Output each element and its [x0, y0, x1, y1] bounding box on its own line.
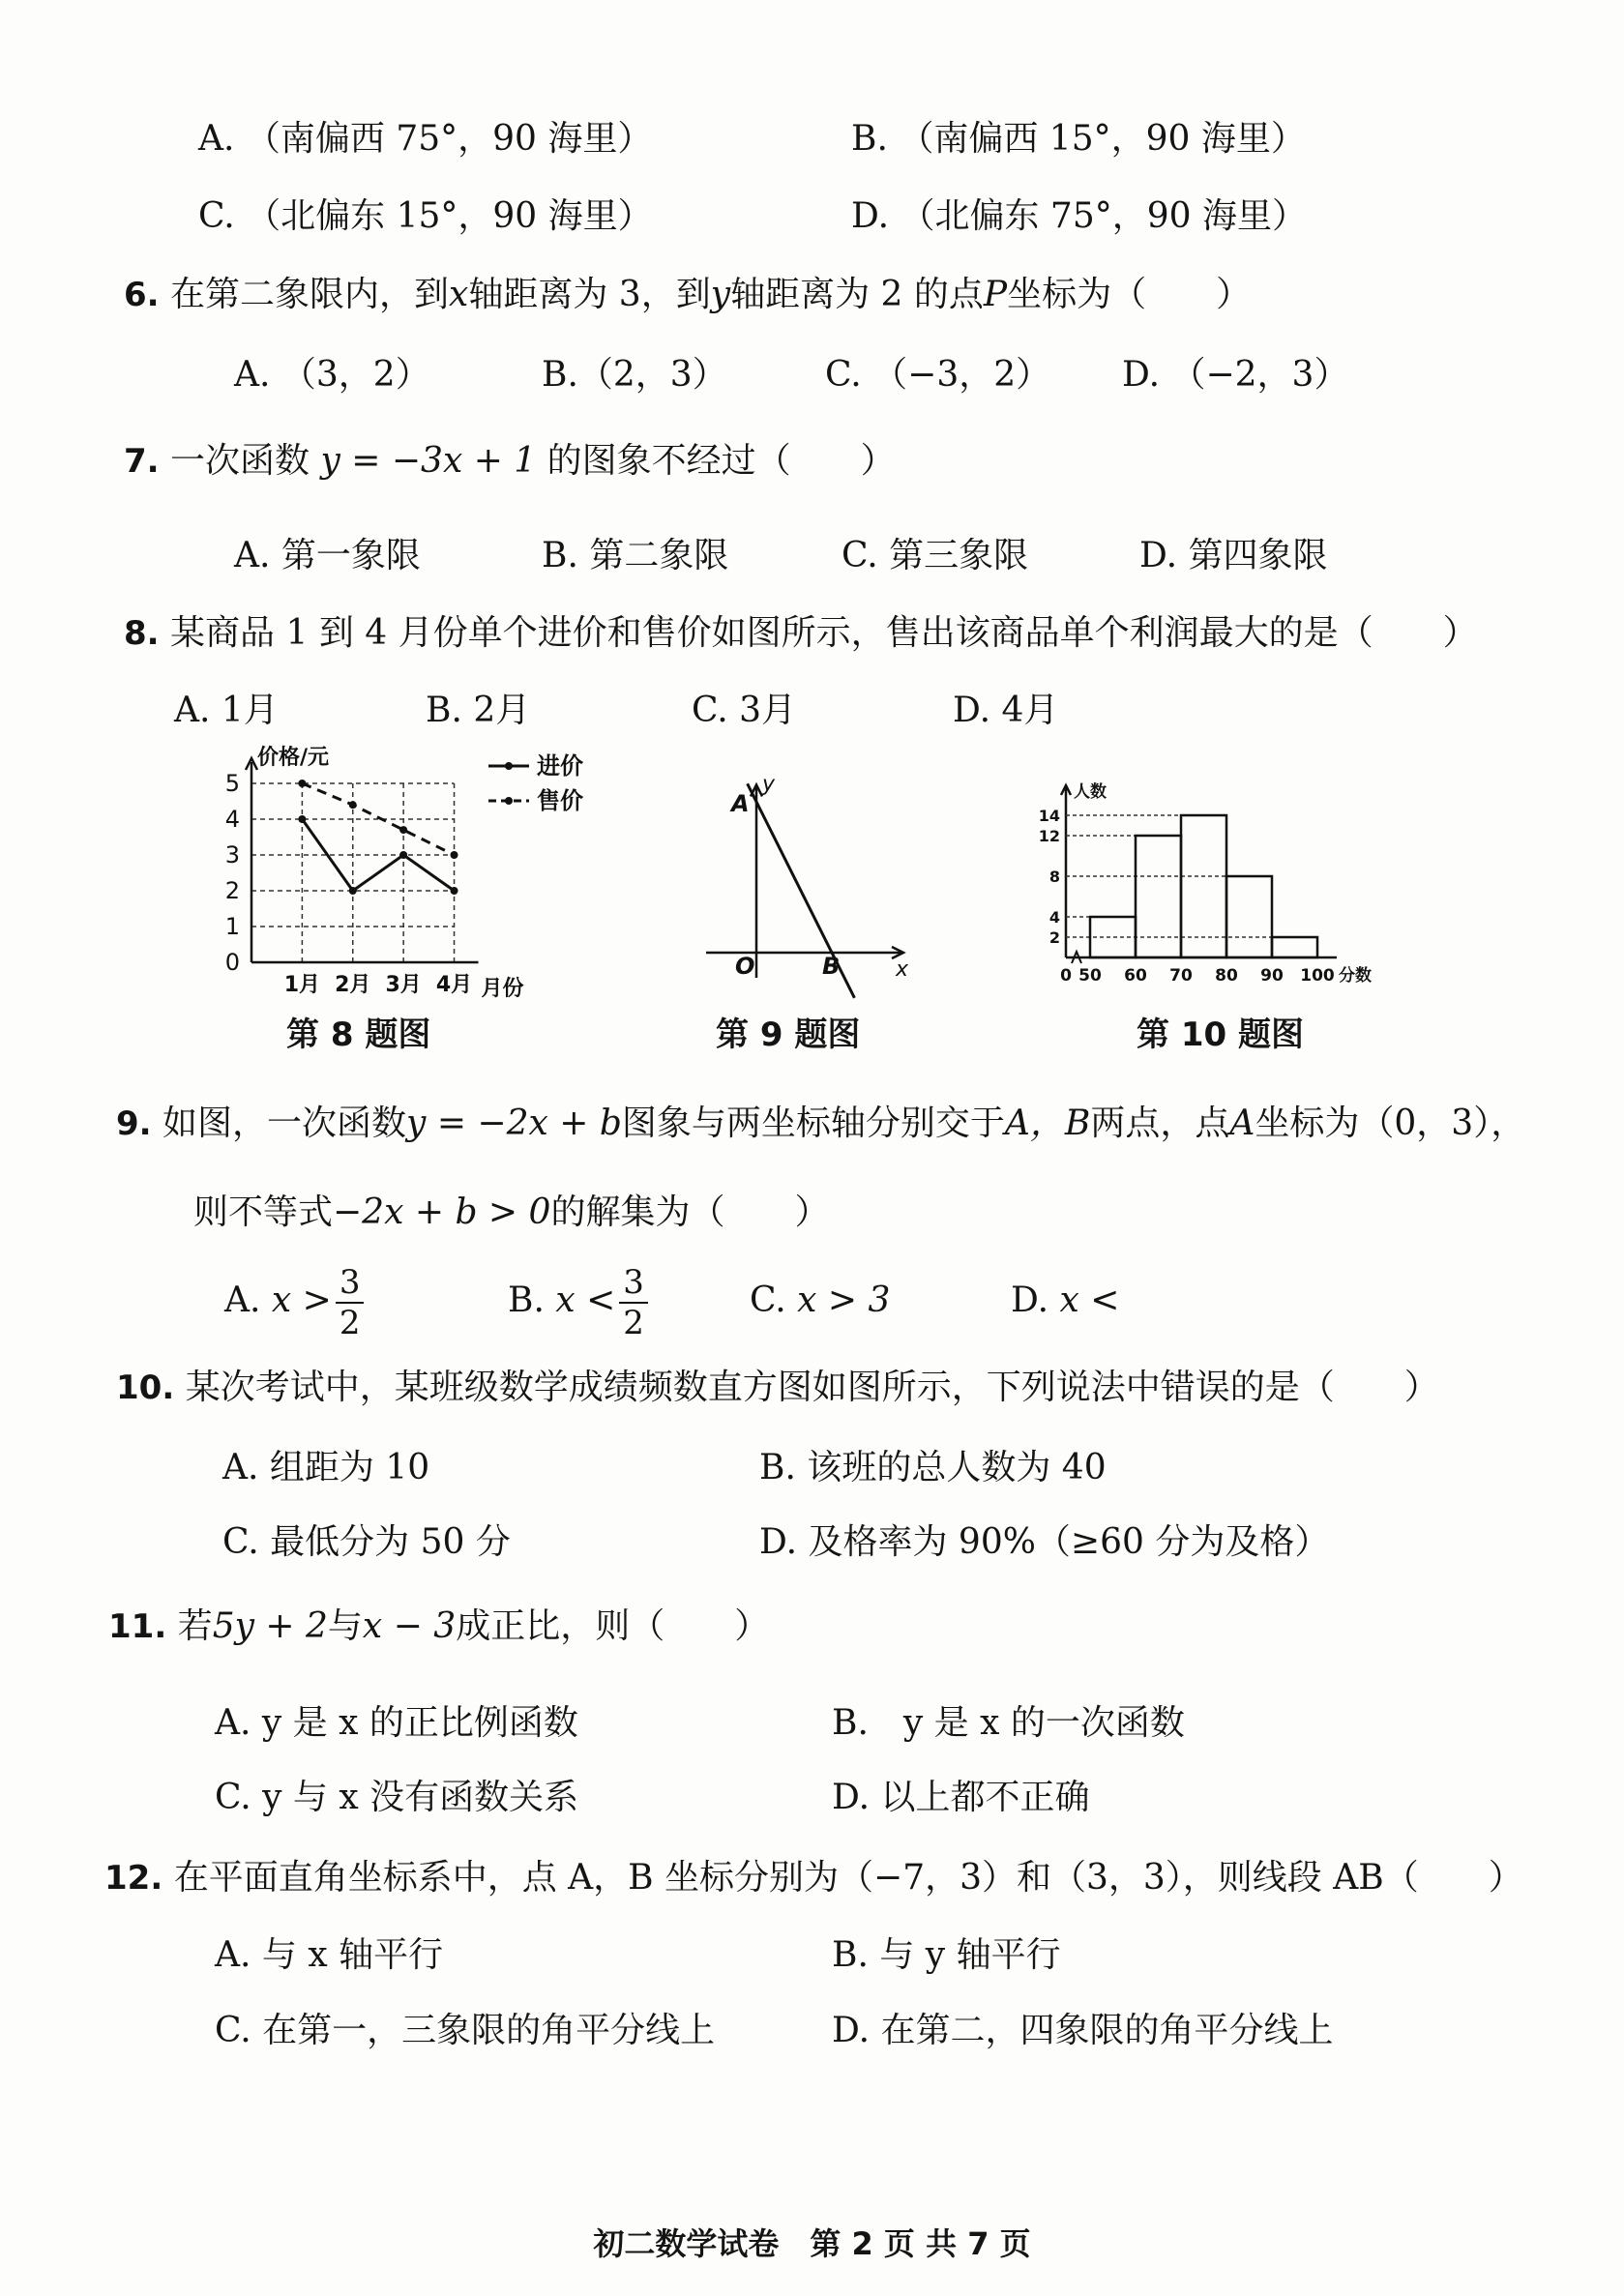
data-point [451, 887, 458, 895]
y-tick-label: 0 [224, 949, 240, 976]
y-axis-label: 人数 [1074, 782, 1107, 802]
data-point [298, 815, 306, 823]
y-tick-label: 5 [224, 770, 240, 797]
y-tick-label: 14 [1038, 807, 1060, 825]
q12-option-a: A. 与 x 轴平行 [215, 1935, 444, 1975]
q11-option-a: A. y 是 x 的正比例函数 [215, 1703, 578, 1743]
data-point [349, 801, 357, 809]
q5-option-a: A. （南偏西 75°，90 海里） [198, 119, 653, 159]
question-number: 6. [124, 276, 160, 314]
data-point [349, 887, 357, 895]
q8-option-c: C. 3月 [692, 691, 797, 730]
q5-option-c: C. （北偏东 15°，90 海里） [198, 196, 653, 236]
legend-label: 售价 [537, 787, 583, 814]
q12-option-c: C. 在第一，三象限的角平分线上 [215, 2011, 716, 2050]
q7-option-a: A. 第一象限 [234, 536, 421, 575]
data-point [451, 851, 458, 859]
origin-label: O [735, 953, 755, 980]
caption-q10: 第 10 题图 [1137, 1016, 1304, 1054]
x-tick-label: 3月 [385, 973, 422, 997]
x-tick-label: 50 [1078, 966, 1102, 986]
y-tick-label: 3 [224, 841, 240, 868]
q12-option-b: B. 与 y 轴平行 [832, 1935, 1061, 1975]
y-tick-label: 4 [224, 806, 240, 833]
x-tick-label: 60 [1124, 966, 1147, 986]
data-point [298, 780, 306, 787]
q6-option-b: B.（2，3） [542, 355, 727, 395]
question-7: 7. 一次函数 y = −3x + 1 的图象不经过（ ） [124, 441, 896, 481]
y-tick-label: 2 [224, 877, 240, 904]
legend-marker [505, 797, 513, 805]
fraction: $\frac{3}{2}$ [336, 1263, 365, 1342]
q7-option-d: D. 第四象限 [1139, 536, 1328, 575]
y-axis-label: y [762, 772, 776, 797]
y-tick-label: 4 [1048, 908, 1060, 927]
q9-option-c: C. x > 3 [750, 1280, 891, 1320]
histogram-bar [1181, 815, 1226, 957]
q6-option-c: C. （−3，2） [825, 355, 1051, 395]
x-axis-label: x [896, 957, 909, 982]
legend-marker [505, 762, 513, 770]
y-tick-label: 8 [1048, 868, 1060, 886]
caption-q9: 第 9 题图 [716, 1016, 861, 1054]
legend-label: 进价 [537, 752, 583, 780]
q8-option-b: B. 2月 [426, 691, 531, 730]
chart-q9 [698, 774, 921, 991]
x-tick-label: 4月 [435, 973, 473, 997]
x-axis-label: 月份 [481, 977, 524, 1001]
q8-option-d: D. 4月 [953, 691, 1059, 730]
q10-option-b: B. 该班的总人数为 40 [759, 1448, 1107, 1487]
q9-option-d: D. x < [1011, 1280, 1120, 1320]
question-9: 9. 如图，一次函数y = −2x + b图象与两坐标轴分别交于A，B两点，点A坐标为（0，3）， [116, 1104, 1526, 1143]
q11-option-c: C. y 与 x 没有函数关系 [215, 1778, 579, 1817]
histogram-bar [1226, 876, 1272, 957]
point-b-label: B [822, 953, 841, 980]
fraction: $\frac{3}{2}$ [619, 1263, 648, 1342]
q8-option-a: A. 1月 [174, 691, 279, 730]
caption-q8: 第 8 题图 [286, 1016, 431, 1054]
q10-option-d: D. 及格率为 90%（≥60 分为及格） [759, 1522, 1330, 1562]
q11-option-d: D. 以上都不正确 [832, 1778, 1090, 1817]
q7-option-c: C. 第三象限 [842, 536, 1029, 575]
x-tick-label: 80 [1215, 966, 1238, 986]
page-footer: 初二数学试卷 第 2 页 共 7 页 [593, 2225, 1031, 2262]
y-tick-label: 1 [224, 913, 240, 940]
question-6: 6. 在第二象限内，到x轴距离为 3，到y轴距离为 2 的点P坐标为（ ） [124, 275, 1252, 314]
question-10: 10. 某次考试中，某班级数学成绩频数直方图如图所示，下列说法中错误的是（ ） [116, 1368, 1439, 1407]
x-tick-label: 100 [1300, 966, 1335, 986]
q12-option-d: D. 在第二，四象限的角平分线上 [832, 2011, 1334, 2050]
q11-option-b: B. y 是 x 的一次函数 [832, 1703, 1185, 1743]
q5-option-d: D. （北偏东 75°，90 海里） [851, 196, 1307, 236]
question-9-line2: 则不等式−2x + b > 0的解集为（ ） [193, 1192, 830, 1232]
y-tick-label: 2 [1048, 928, 1060, 947]
chart-q8 [203, 735, 590, 1001]
histogram-bar [1272, 937, 1317, 957]
q10-option-c: C. 最低分为 50 分 [222, 1522, 511, 1562]
histogram-bar [1136, 836, 1181, 957]
y-axis-label: 价格/元 [257, 746, 330, 770]
q5-option-b: B. （南偏西 15°，90 海里） [851, 119, 1306, 159]
q7-option-b: B. 第二象限 [542, 536, 729, 575]
question-11: 11. 若5y + 2与x − 3成正比，则（ ） [108, 1606, 770, 1646]
data-point [399, 826, 407, 834]
x-axis-label: 分数 [1339, 966, 1372, 986]
x-tick-label: 70 [1169, 966, 1193, 986]
x-tick-label: 2月 [335, 973, 371, 997]
q6-option-a: A. （3，2） [234, 355, 430, 395]
q10-option-a: A. 组距为 10 [222, 1448, 430, 1487]
x-tick-label: 0 [1060, 966, 1072, 986]
y-tick-label: 12 [1038, 827, 1060, 845]
data-point [399, 851, 407, 859]
question-8: 8. 某商品 1 到 4 月份单个进价和售价如图所示，售出该商品单个利润最大的是（ ） [124, 613, 1478, 653]
point-a-label: A [731, 790, 750, 817]
q9-option-b: B. x < $\frac{3}{2}$ [508, 1257, 652, 1344]
chart-q10 [1038, 764, 1393, 1001]
x-tick-label: 1月 [283, 973, 321, 997]
question-12: 12. 在平面直角坐标系中，点 A，B 坐标分别为（−7，3）和（3，3），则线段 AB（ ） [104, 1858, 1523, 1898]
x-tick-label: 90 [1260, 966, 1284, 986]
q6-option-d: D. （−2，3） [1122, 355, 1349, 395]
q9-option-a: A. x > $\frac{3}{2}$ [224, 1257, 368, 1344]
